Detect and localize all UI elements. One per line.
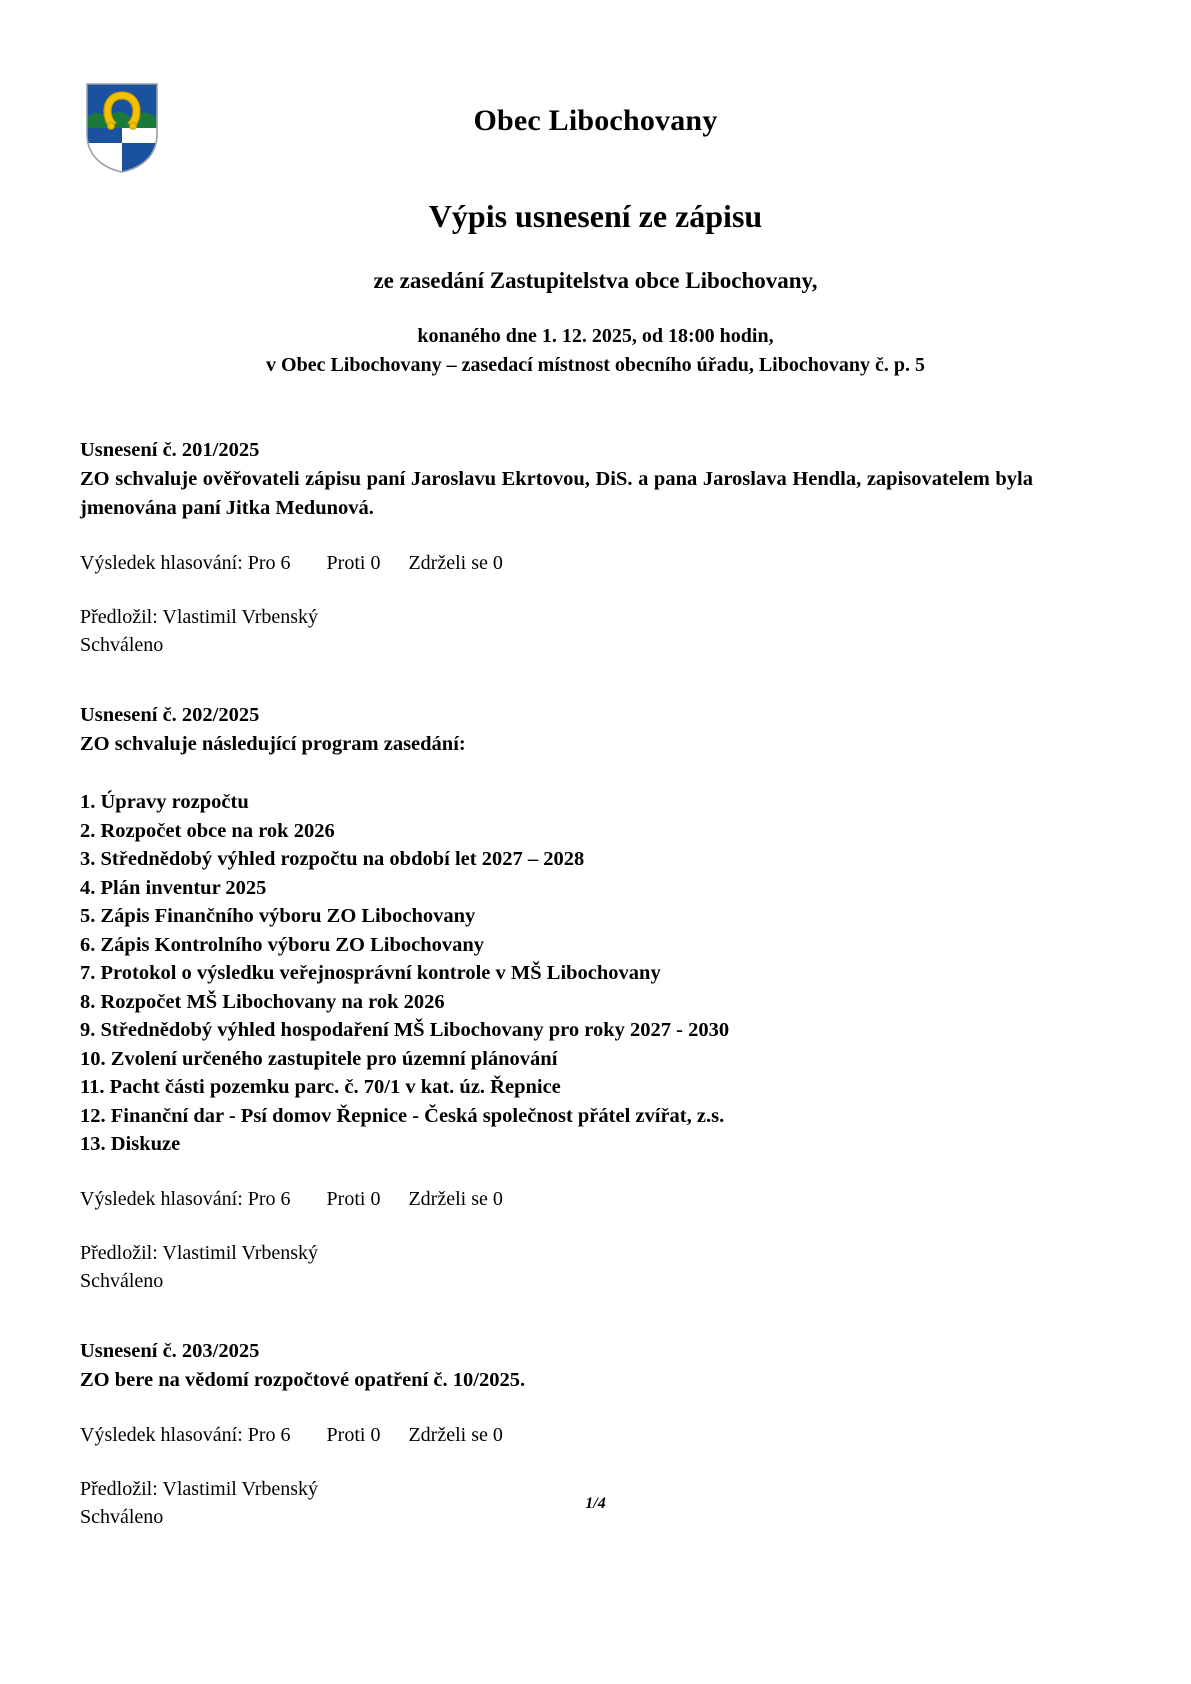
vote-abstain-label: Zdrželi se xyxy=(408,552,488,574)
resolution-block xyxy=(80,701,1033,1295)
vote-abstain-value: 0 xyxy=(492,552,503,574)
vote-result xyxy=(80,549,1033,577)
page-number: 1/4 xyxy=(585,1495,606,1512)
document-title: Výpis usnesení ze zápisu xyxy=(428,198,763,234)
vote-against-value: 0 xyxy=(370,1187,381,1210)
agenda-item: 4. Plán inventur 2025 xyxy=(80,876,267,899)
resolution-heading: Usnesení č. 203/2025 xyxy=(80,1339,260,1362)
agenda-item: 2. Rozpočet obce na rok 2026 xyxy=(80,819,335,842)
document-header xyxy=(0,0,1191,140)
resolution-text: ZO schvaluje ověřovateli zápisu paní Jaroslavu Ekrtovou, DiS. a pana Jaroslava Hendla, zapisovatelem byla jmenována paní Jitka Medunová. xyxy=(80,468,1033,519)
vote-result xyxy=(80,1185,1033,1213)
resolution-status: Schváleno xyxy=(80,1505,164,1528)
vote-abstain-label: Zdrželi se xyxy=(408,1423,488,1446)
submitted-by xyxy=(80,603,1033,631)
vote-for-value: 6 xyxy=(280,552,291,574)
organization-title: Obec Libochovany xyxy=(473,104,718,137)
submitted-by-name: Vlastimil Vrbenský xyxy=(162,1241,319,1264)
resolutions-container xyxy=(80,420,1033,1531)
agenda-item: 12. Finanční dar - Psí domov Řepnice - Česká společnost přátel zvířat, z.s. xyxy=(80,1104,725,1127)
agenda-item: 5. Zápis Finančního výboru ZO Libochovany xyxy=(80,905,476,927)
agenda-item: 7. Protokol o výsledku veřejnosprávní kontrole v MŠ Libochovany xyxy=(80,962,661,984)
vote-result xyxy=(80,1421,1033,1449)
document-subtitle: ze zasedání Zastupitelstva obce Libochovany, xyxy=(373,268,818,293)
agenda-item: 13. Diskuze xyxy=(80,1133,181,1155)
submitted-by-name: Vlastimil Vrbenský xyxy=(162,606,319,628)
agenda-item: 1. Úpravy rozpočtu xyxy=(80,791,249,813)
vote-against-label: Proti xyxy=(326,552,366,574)
vote-label: Výsledek hlasování: xyxy=(80,552,243,574)
submitted-by xyxy=(80,1239,1033,1267)
block-spacer xyxy=(80,659,1033,685)
resolution-status: Schváleno xyxy=(80,1269,164,1292)
agenda-item: 9. Střednědobý výhled hospodaření MŠ Libochovany pro roky 2027 - 2030 xyxy=(80,1019,730,1041)
vote-label: Výsledek hlasování: xyxy=(80,1187,243,1210)
vote-for-label: Pro xyxy=(247,1187,276,1210)
resolution-block xyxy=(80,436,1033,659)
meeting-meta xyxy=(0,322,1191,380)
agenda-item: 10. Zvolení určeného zastupitele pro územní plánování xyxy=(80,1047,558,1070)
vote-abstain-value: 0 xyxy=(492,1187,503,1210)
meeting-datetime: konaného dne 1. 12. 2025, od 18:00 hodin, xyxy=(417,325,774,347)
resolution-heading: Usnesení č. 202/2025 xyxy=(80,704,260,726)
resolution-text: ZO schvaluje následující program zasedání: xyxy=(80,733,466,755)
submitted-by-name: Vlastimil Vrbenský xyxy=(162,1477,319,1500)
agenda-list xyxy=(80,788,1033,1159)
agenda-item: 8. Rozpočet MŠ Libochovany na rok 2026 xyxy=(80,990,445,1013)
vote-against-label: Proti xyxy=(326,1187,366,1210)
vote-for-value: 6 xyxy=(280,1423,291,1446)
submitted-by-label: Předložil: xyxy=(80,1241,158,1264)
agenda-item: 6. Zápis Kontrolního výboru ZO Libochovany xyxy=(80,933,485,956)
submitter-block xyxy=(80,1239,1033,1295)
vote-against-value: 0 xyxy=(370,552,381,574)
vote-abstain-value: 0 xyxy=(492,1423,503,1446)
vote-for-label: Pro xyxy=(247,552,276,574)
vote-for-label: Pro xyxy=(247,1423,276,1446)
vote-label: Výsledek hlasování: xyxy=(80,1423,243,1446)
vote-against-label: Proti xyxy=(326,1423,366,1446)
agenda-item: 11. Pacht části pozemku parc. č. 70/1 v kat. úz. Řepnice xyxy=(80,1076,561,1098)
vote-abstain-label: Zdrželi se xyxy=(408,1187,488,1210)
submitted-by-label: Předložil: xyxy=(80,1477,158,1500)
submitter-block xyxy=(80,603,1033,659)
submitted-by-label: Předložil: xyxy=(80,606,158,628)
meeting-location: v Obec Libochovany – zasedací místnost obecního úřadu, Libochovany č. p. 5 xyxy=(266,354,925,376)
resolution-heading: Usnesení č. 201/2025 xyxy=(80,439,260,461)
vote-against-value: 0 xyxy=(370,1423,381,1446)
vote-for-value: 6 xyxy=(280,1187,291,1210)
agenda-item: 3. Střednědobý výhled rozpočtu na období let 2027 – 2028 xyxy=(80,848,585,870)
block-spacer xyxy=(80,1295,1033,1321)
resolution-status: Schváleno xyxy=(80,634,164,656)
resolution-text: ZO bere na vědomí rozpočtové opatření č. 10/2025. xyxy=(80,1368,526,1391)
